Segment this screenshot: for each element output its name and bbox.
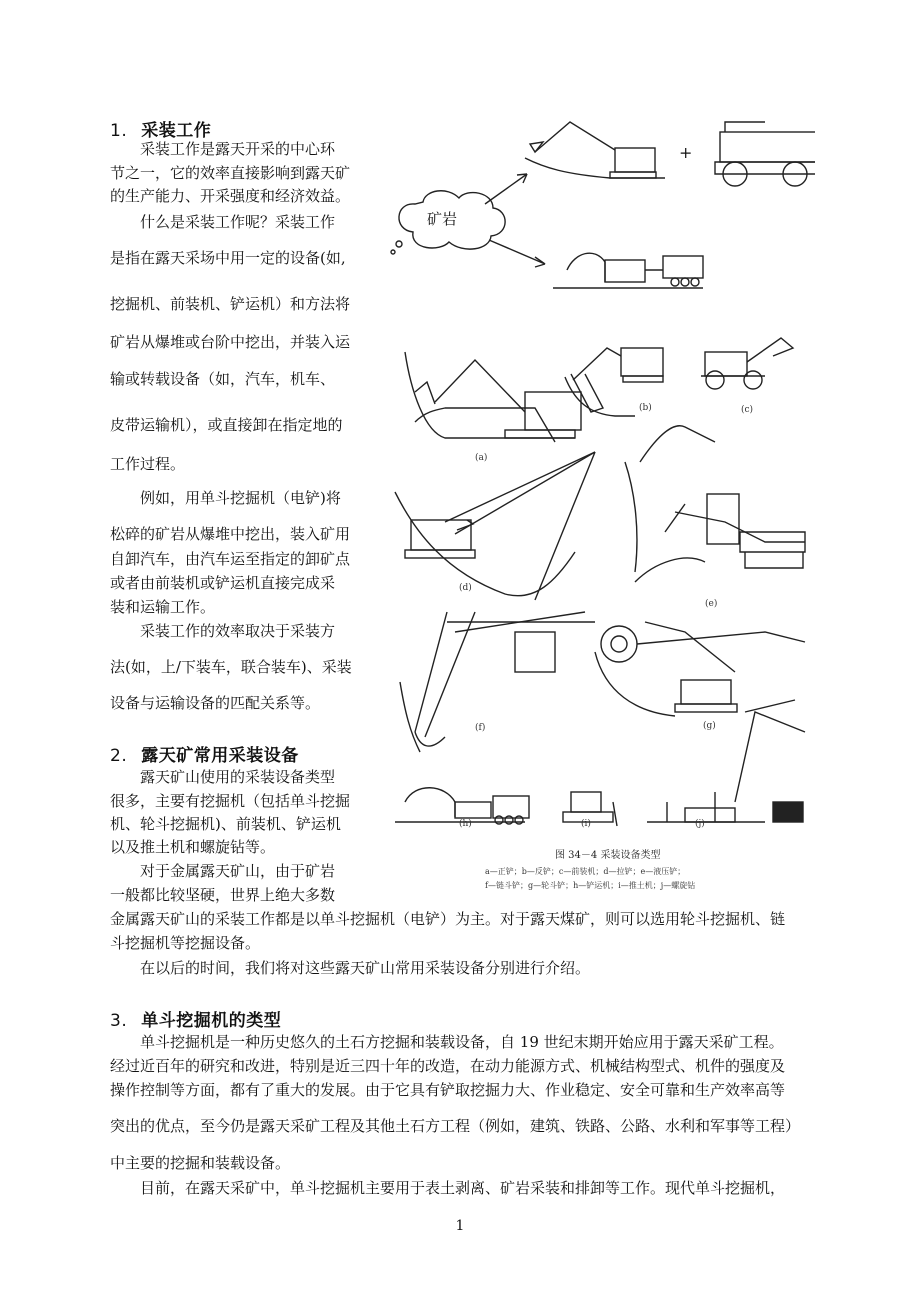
paragraph-line: 挖掘机、前装机、铲运机）和方法将: [110, 295, 351, 313]
figure-caption-line1: a—正铲；b—反铲；c—前装机；d—拉铲；e—液压铲；: [485, 867, 686, 876]
label-f: (f): [475, 723, 486, 733]
figure-j-drill-icon: [647, 712, 805, 822]
figure-g-wheel-icon: [595, 622, 805, 716]
arrow-to-scraper: [489, 240, 545, 264]
plus-sign: +: [679, 143, 693, 162]
paragraph-line: 或者由前装机或铲运机直接完成采: [110, 574, 336, 592]
label-e: (e): [705, 599, 718, 609]
arrow-to-shovel: [485, 174, 527, 204]
label-i: (i): [581, 819, 591, 829]
section-3-title: 单斗挖掘机的类型: [141, 1011, 282, 1031]
label-a: (a): [475, 453, 488, 463]
paragraph-line: 的生产能力、开采强度和经济效益。: [110, 187, 351, 205]
paragraph-line: 目前，在露天采矿中，单斗挖掘机主要用于表土剥离、矿岩采装和排卸等工作。现代单斗挖掘机，: [140, 1179, 786, 1197]
section-2-title: 露天矿常用采装设备: [141, 746, 299, 766]
paragraph-line: 设备与运输设备的匹配关系等。: [110, 694, 321, 712]
equipment-figure: [385, 112, 815, 902]
paragraph-line: 松碎的矿岩从爆堆中挖出，装入矿用: [110, 525, 351, 543]
paragraph-line: 很多，主要有挖掘机（包括单斗挖掘: [110, 792, 351, 810]
paragraph-line: 节之一，它的效率直接影响到露天矿: [110, 164, 351, 182]
section-1-number: 1.: [110, 121, 128, 141]
paragraph-line: 采装工作的效率取决于采装方: [140, 622, 336, 640]
paragraph-line: 中主要的挖掘和装载设备。: [110, 1154, 291, 1172]
paragraph-line: 例如，用单斗挖掘机（电铲)将: [140, 489, 341, 507]
paragraph-line: 采装工作是露天开采的中心环: [140, 140, 336, 158]
paragraph-line: 输或转载设备（如，汽车，机车、: [110, 370, 336, 388]
paragraph-line: 在以后的时间，我们将对这些露天矿山常用采装设备分别进行介绍。: [140, 959, 591, 977]
figure-a-shovel-icon: [405, 352, 581, 442]
paragraph-line: 法(如，上/下装车，联合装车)、采装: [110, 658, 352, 676]
label-b: (b): [639, 403, 652, 413]
paragraph-line: 矿岩从爆堆或台阶中挖出，并装入运: [110, 333, 351, 351]
paragraph-line: 自卸汽车，由汽车运至指定的卸矿点: [110, 550, 351, 568]
paragraph-line: 对于金属露天矿山，由于矿岩: [140, 862, 336, 880]
figure-c-loader-icon: [701, 338, 793, 389]
label-j: (j): [695, 819, 705, 829]
scraper-icon: [553, 253, 703, 288]
section-3-heading: [110, 1006, 281, 1031]
section-2-heading: [110, 741, 299, 766]
paragraph-line: 露天矿山使用的采装设备类型: [140, 768, 336, 786]
label-g: (g): [703, 721, 716, 731]
paragraph-line: 以及推土机和螺旋钻等。: [110, 838, 276, 856]
paragraph-line: 一般都比较坚硬，世界上绝大多数: [110, 886, 336, 904]
label-c: (c): [741, 405, 754, 415]
dump-truck-icon: [715, 122, 815, 186]
figure-caption-line2: f—链斗铲；g—轮斗铲；h—铲运机；i—推土机；j—螺旋钻: [485, 881, 696, 890]
figure-caption-title: 图 34－4 采装设备类型: [555, 850, 661, 861]
paragraph-line: 突出的优点，至今仍是露天采矿工程及其他土石方工程（例如，建筑、铁路、公路、水利和军事等工程）: [110, 1117, 801, 1135]
paragraph-line: 工作过程。: [110, 455, 186, 473]
paragraph-line: 单斗挖掘机是一种历史悠久的土石方挖掘和装载设备，自 19 世纪末期开始应用于露天采矿工程。: [140, 1033, 784, 1051]
section-2-number: 2.: [110, 746, 128, 766]
section-1-title: 采装工作: [141, 121, 212, 141]
paragraph-line: 金属露天矿山的采装工作都是以单斗挖掘机（电铲）为主。对于露天煤矿，则可以选用轮斗挖掘机、链: [110, 910, 786, 928]
cloud-label: 矿岩: [427, 210, 458, 228]
paragraph-line: 什么是采装工作呢？采装工作: [140, 213, 336, 231]
label-d: (d): [459, 583, 472, 593]
paragraph-line: 斗挖掘机等挖掘设备。: [110, 934, 261, 952]
equipment-illustrations: [385, 112, 815, 902]
paragraph-line: 是指在露天采场中用一定的设备(如,: [110, 249, 346, 267]
page-number: 1: [455, 1218, 465, 1234]
paragraph-line: 皮带运输机），或直接卸在指定地的: [110, 416, 343, 434]
paragraph-line: 装和运输工作。: [110, 598, 216, 616]
figure-e-hydraulic-icon: [625, 426, 805, 582]
paragraph-line: 机、轮斗挖掘机)、前装机、铲运机: [110, 815, 341, 833]
shovel-top-icon: [525, 122, 665, 178]
paragraph-line: 操作控制等方面，都有了重大的发展。由于它具有铲取挖掘力大、作业稳定、安全可靠和生产效率高等: [110, 1081, 786, 1099]
paragraph-line: 经过近百年的研究和改进，特别是近三四十年的改造，在动力能源方式、机械结构型式、机件的强度及: [110, 1057, 786, 1075]
figure-d-dragline-icon: [395, 452, 595, 600]
figure-f-chain-icon: [400, 612, 595, 752]
section-3-number: 3.: [110, 1011, 128, 1031]
label-h: (h): [459, 819, 472, 829]
